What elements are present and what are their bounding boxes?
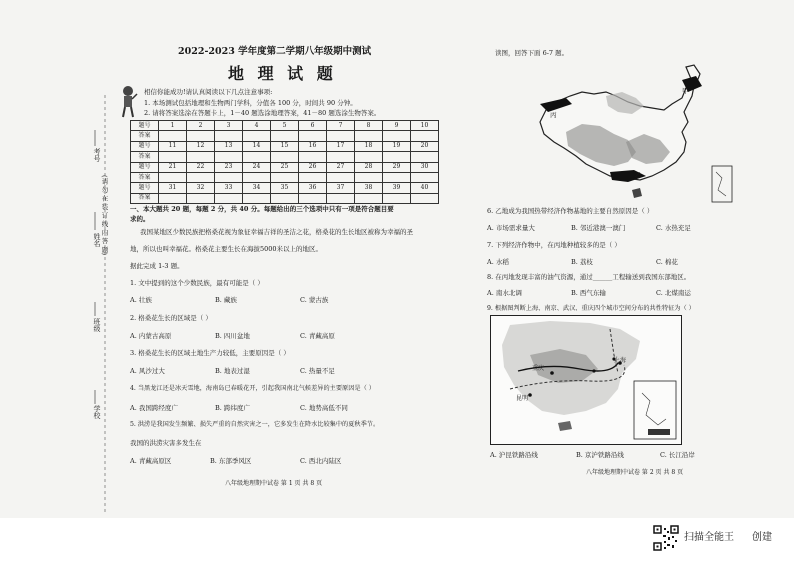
q8-option-b: B. 西气东输 (571, 289, 606, 297)
q3-option-a: A. 风沙过大 (130, 367, 165, 375)
answer-table-question-number: 31 (159, 183, 187, 193)
answer-table-question-number: 22 (187, 162, 215, 172)
answer-table-question-number: 1 (159, 121, 187, 131)
q7-option-b: B. 荔枝 (571, 258, 593, 266)
q4-option-b: B. 跨纬度广 (215, 404, 250, 412)
answer-table-question-number: 5 (271, 121, 299, 131)
q4-option-c: C. 地势高低不同 (300, 404, 348, 412)
answer-cell[interactable] (299, 193, 327, 203)
answer-table-row-label: 题号 (131, 141, 159, 151)
answer-table-question-number: 26 (299, 162, 327, 172)
q1-option-c: C. 蒙古族 (300, 296, 329, 304)
answer-table-answer-row (131, 131, 439, 141)
answer-cell[interactable] (243, 193, 271, 203)
answer-table-question-number: 13 (215, 141, 243, 151)
question-3: 3. 格桑花生长的区域土地生产力较低，主要原因是（ ） (130, 349, 290, 357)
answer-table-question-number: 3 (215, 121, 243, 131)
answer-table-question-number: 39 (383, 183, 411, 193)
answer-table-question-number: 38 (355, 183, 383, 193)
map2-label-chongqing: 重庆 (532, 365, 545, 372)
answer-cell[interactable] (271, 131, 299, 141)
answer-table-question-number: 7 (327, 121, 355, 131)
q3-option-b: B. 地表过湿 (215, 367, 250, 375)
q4-option-a: A. 我国跨经度广 (130, 404, 178, 412)
watermark-app-name: 扫描全能王 (684, 532, 734, 543)
question-7: 7. 下列经济作物中，在丙地种植较多的是（ ） (487, 241, 621, 249)
answer-cell[interactable] (159, 152, 187, 162)
question-1: 1. 文中提到的这个少数民族，最有可能是（ ） (130, 279, 264, 287)
answer-cell[interactable] (411, 152, 439, 162)
answer-table-row-label: 题号 (131, 162, 159, 172)
answer-table-answer-row (131, 193, 439, 203)
passage-intro: 据此完成 1-3 题。 (130, 262, 184, 270)
map2-label-shanghai: 上海 (614, 357, 627, 364)
answer-cell[interactable] (327, 172, 355, 182)
answer-table-question-number: 23 (215, 162, 243, 172)
answer-cell[interactable] (355, 172, 383, 182)
q5-option-a: A. 青藏高原区 (130, 457, 172, 465)
answer-cell[interactable] (271, 193, 299, 203)
answer-cell[interactable] (327, 131, 355, 141)
answer-cell[interactable] (299, 152, 327, 162)
answer-cell[interactable] (355, 152, 383, 162)
binding-xuexiao: 学校 (93, 405, 101, 419)
binding-xingming: 姓名 (93, 233, 101, 247)
answer-table-question-number: 15 (271, 141, 299, 151)
answer-cell[interactable] (215, 193, 243, 203)
q2-option-c: C. 青藏高原 (300, 332, 335, 340)
answer-cell[interactable] (271, 172, 299, 182)
answer-table-question-number: 35 (271, 183, 299, 193)
answer-cell[interactable] (187, 172, 215, 182)
q6-option-a: A. 市场需求量大 (487, 224, 535, 232)
answer-table-number-row (131, 141, 439, 151)
question-2: 2. 格桑花生长的区域是（ ） (130, 314, 212, 322)
answer-cell[interactable] (411, 131, 439, 141)
notice-line-2: 2. 请将答案选涂在答题卡上，1－40 题选涂地理答案，41－80 题选涂生物答案。 (144, 109, 381, 117)
answer-cell[interactable] (187, 131, 215, 141)
question-8: 8. 在丙地发现丰富的油气资源，通过______工程输送到我国东部地区。 (487, 273, 691, 281)
answer-cell[interactable] (355, 131, 383, 141)
answer-cell[interactable] (383, 152, 411, 162)
answer-cell[interactable] (383, 172, 411, 182)
answer-table-question-number: 9 (383, 121, 411, 131)
answer-cell[interactable] (411, 193, 439, 203)
answer-cell[interactable] (159, 193, 187, 203)
q7-option-c: C. 棉花 (656, 258, 678, 266)
answer-table-row-label: 答案 (131, 131, 159, 141)
left-page-footer: 八年级地理期中试卷 第 1 页 共 8 页 (225, 480, 323, 487)
answer-cell[interactable] (299, 131, 327, 141)
answer-cell[interactable] (327, 193, 355, 203)
answer-cell[interactable] (383, 131, 411, 141)
q5-option-b: B. 东部季风区 (210, 457, 252, 465)
answer-table (130, 120, 439, 204)
notice-line-1: 1. 本场测试包括地理和生物两门学科，分值各 100 分，时间共 90 分钟。 (144, 99, 357, 107)
answer-table-number-row (131, 162, 439, 172)
answer-cell[interactable] (187, 193, 215, 203)
watermark-action: 创建 (752, 532, 772, 543)
answer-table-question-number: 2 (187, 121, 215, 131)
right-page-footer: 八年级地理期中试卷 第 2 页 共 8 页 (586, 469, 684, 476)
q9-option-a: A. 沪昆铁路沿线 (490, 451, 538, 459)
answer-table-question-number: 24 (243, 162, 271, 172)
china-map-figure (536, 62, 736, 210)
answer-table-question-number: 34 (243, 183, 271, 193)
answer-table-number-row (131, 121, 439, 131)
answer-table-question-number: 17 (327, 141, 355, 151)
answer-table-question-number: 25 (271, 162, 299, 172)
map-label-jia: 甲 (682, 87, 689, 95)
answer-cell[interactable] (243, 131, 271, 141)
answer-table-question-number: 11 (159, 141, 187, 151)
q3-option-c: C. 热量不足 (300, 367, 335, 375)
answer-table-question-number: 6 (299, 121, 327, 131)
answer-table-question-number: 37 (327, 183, 355, 193)
answer-cell[interactable] (215, 172, 243, 182)
answer-table-row-label: 答案 (131, 172, 159, 182)
q1-option-b: B. 藏族 (215, 296, 237, 304)
answer-table-question-number: 20 (411, 141, 439, 151)
question-9: 9. 根据图判断上海、南京、武汉、重庆四个城市空间分布的共性特征为（ ） (487, 305, 695, 312)
answer-table-question-number: 27 (327, 162, 355, 172)
answer-cell[interactable] (187, 152, 215, 162)
q7-option-a: A. 水稻 (487, 258, 509, 266)
q6-option-c: C. 水热充足 (656, 224, 691, 232)
answer-table-question-number: 30 (411, 162, 439, 172)
answer-table-answer-row (131, 172, 439, 182)
q2-option-b: B. 四川盆地 (215, 332, 250, 340)
map2-label-kunming: 昆明 (516, 395, 529, 402)
q2-option-a: A. 内蒙古高原 (130, 332, 172, 340)
answer-cell[interactable] (355, 193, 383, 203)
answer-table-question-number: 4 (243, 121, 271, 131)
answer-cell[interactable] (411, 172, 439, 182)
q5-option-c: C. 西北内陆区 (300, 457, 342, 465)
answer-table-question-number: 28 (355, 162, 383, 172)
answer-table-question-number: 16 (299, 141, 327, 151)
answer-cell[interactable] (159, 131, 187, 141)
passage-line-2: 地，所以也叫幸福花。格桑花主要生长在海拔5000米以上的地区。 (130, 245, 323, 253)
mascot-illustration (118, 85, 138, 119)
q6-option-b: B. 邻近港澳一澳门 (571, 224, 626, 232)
section-instruction-cont: 求的。 (130, 215, 150, 223)
answer-table-question-number: 29 (383, 162, 411, 172)
answer-table-question-number: 18 (355, 141, 383, 151)
map-label-yi: 乙 (635, 171, 642, 179)
passage-line-1: 我国某地区少数民族把格桑花视为象征幸福吉祥的圣洁之花，格桑花的生长地区被称为幸福的圣 (140, 228, 413, 236)
yangtze-region-map (490, 315, 682, 445)
map-intro: 读图，回答下面 6-7 题。 (495, 49, 569, 57)
q9-option-c: C. 长江沿岸 (660, 451, 695, 459)
q1-option-a: A. 壮族 (130, 296, 152, 304)
question-5-cont: 我国的洪涝灾害多发生在 (130, 439, 202, 447)
question-4: 4. 当黑龙江还是冰天雪地，海南岛已春暖花开，引起我国南北气候差异的主要原因是（ ） (130, 385, 375, 392)
exam-header: 2022-2023 学年度第二学期八年级期中测试 (178, 46, 372, 57)
binding-kaohao: 考号 (93, 148, 101, 162)
answer-cell[interactable] (215, 152, 243, 162)
answer-cell[interactable] (383, 193, 411, 203)
page-title: 地 理 试 题 (228, 64, 337, 83)
answer-table-question-number: 32 (187, 183, 215, 193)
answer-cell[interactable] (243, 152, 271, 162)
section-instruction: 一、本大题共 20 题，每题 2 分，共 40 分。每题给出的三个选项中只有一项是符合题目要 (130, 205, 394, 213)
answer-table-row-label: 题号 (131, 121, 159, 131)
answer-table-question-number: 10 (411, 121, 439, 131)
binding-underlines (93, 100, 105, 480)
answer-cell[interactable] (327, 152, 355, 162)
notice-heading: 相信你能成功!请认真阅读以下几点注意事项: (144, 88, 273, 96)
answer-table-row-label: 答案 (131, 193, 159, 203)
answer-cell[interactable] (299, 172, 327, 182)
q9-option-b: B. 京沪铁路沿线 (576, 451, 624, 459)
binding-banji: 班级 (93, 318, 101, 332)
q8-option-a: A. 南水北调 (487, 289, 522, 297)
answer-cell[interactable] (159, 172, 187, 182)
answer-cell[interactable] (215, 131, 243, 141)
binding-seal-text: (请 勿 在 装 订 线 内 答 题) (100, 175, 109, 256)
question-6: 6. 乙地成为我国热带经济作物基地的主要自然原因是（ ） (487, 207, 654, 215)
answer-cell[interactable] (243, 172, 271, 182)
answer-table-answer-row (131, 152, 439, 162)
question-5: 5. 洪涝是我国发生频繁、损失严重的自然灾害之一，它多发生在降水比较集中的夏秋季节。 (130, 421, 380, 428)
q8-option-c: C. 北煤南运 (656, 289, 691, 297)
answer-table-question-number: 19 (383, 141, 411, 151)
qr-code-icon (653, 525, 679, 551)
answer-table-row-label: 答案 (131, 152, 159, 162)
answer-table-question-number: 40 (411, 183, 439, 193)
answer-cell[interactable] (271, 152, 299, 162)
answer-table-question-number: 36 (299, 183, 327, 193)
answer-table-row-label: 题号 (131, 183, 159, 193)
answer-table-question-number: 14 (243, 141, 271, 151)
map-label-bing: 丙 (550, 111, 557, 119)
answer-table-question-number: 21 (159, 162, 187, 172)
answer-table-number-row (131, 183, 439, 193)
answer-table-question-number: 33 (215, 183, 243, 193)
answer-table-question-number: 12 (187, 141, 215, 151)
answer-table-question-number: 8 (355, 121, 383, 131)
